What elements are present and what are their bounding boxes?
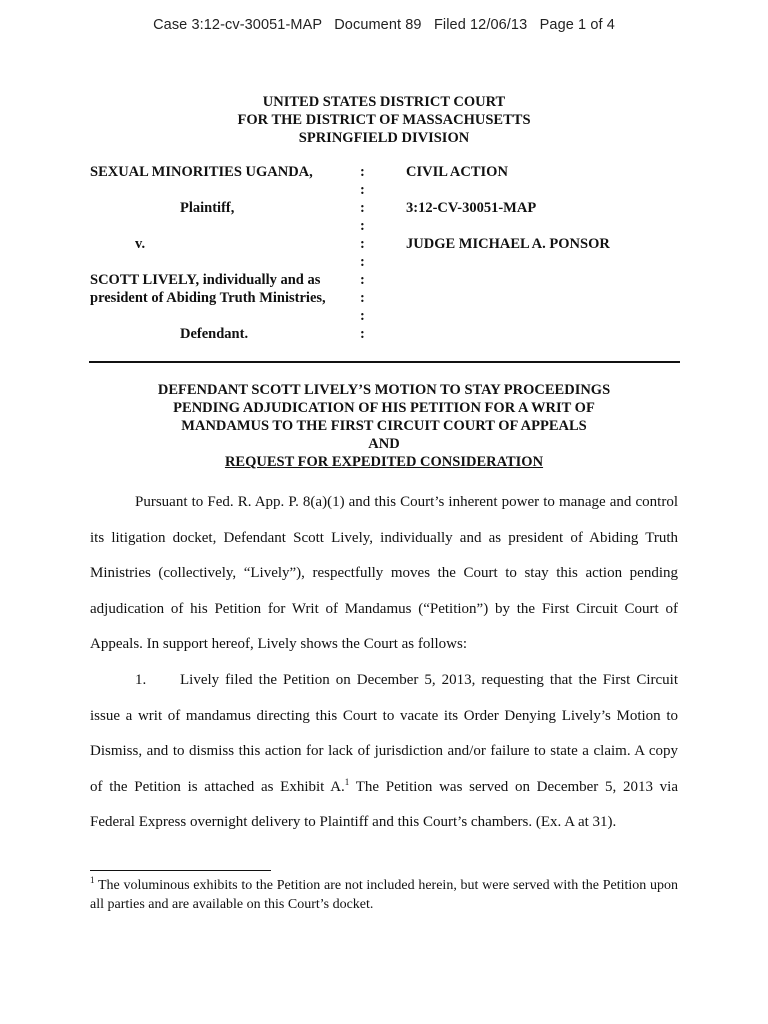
title-line: DEFENDANT SCOTT LIVELY’S MOTION TO STAY PROCEEDINGS: [157, 382, 611, 398]
court-heading: [0, 93, 768, 147]
title-line: PENDING ADJUDICATION OF HIS PETITION FOR A WRIT OF: [173, 400, 595, 416]
plaintiff-label: Plaintiff,: [180, 200, 235, 216]
footnote-reference: 1: [344, 776, 350, 787]
caption-colon: :: [360, 164, 365, 180]
caption-colon: :: [360, 236, 365, 252]
title-line: MANDAMUS TO THE FIRST CIRCUIT COURT OF APPEALS: [181, 418, 587, 434]
footnote-separator: [90, 870, 271, 871]
caption-colon: :: [360, 326, 365, 342]
plaintiff-name: SEXUAL MINORITIES UGANDA,: [90, 164, 313, 180]
motion-title: [0, 381, 768, 471]
court-name: UNITED STATES DISTRICT COURT: [262, 94, 506, 110]
case-number: 3:12-CV-30051-MAP: [406, 200, 537, 216]
footnote: [90, 876, 678, 914]
court-district: FOR THE DISTRICT OF MASSACHUSETTS: [237, 112, 531, 128]
civil-action-label: CIVIL ACTION: [406, 164, 508, 180]
intro-paragraph: Pursuant to Fed. R. App. P. 8(a)(1) and this Court’s inherent power to manage and control its litigation docket, Defendant Scott Lively, individually and as president of Abiding Truth Ministries (collectively, “Lively”), respectfully moves the Court to stay this action pending adjudication of his Petition for Writ of Mandamus (“Petition”) by the First Circuit Court of Appeals. In support hereof, Lively shows the Court as follows:: [90, 494, 678, 653]
caption-colon: :: [360, 254, 365, 270]
numbered-paragraph-1: [90, 663, 678, 841]
caption-divider: [89, 361, 680, 363]
defendant-name-line2: president of Abiding Truth Ministries,: [90, 290, 326, 306]
paragraph-text: Lively filed the Petition on December 5, 2013, requesting that the First Circuit issue a writ of mandamus directing this Court to vacate its Order Denying Lively’s Motion to Dismiss, and to dismiss this action for lack of jurisdiction and/or failure to state a claim. A copy of the Petition is attached as Exhibit A.: [90, 671, 678, 795]
footnote-marker: 1: [90, 875, 95, 885]
versus-label: v.: [135, 236, 146, 252]
case-caption: [90, 164, 690, 344]
caption-colon: :: [360, 182, 365, 198]
filing-header-stamp: Case 3:12-cv-30051-MAP Document 89 Filed 12/06/13 Page 1 of 4: [153, 17, 615, 33]
caption-colon: :: [360, 218, 365, 234]
caption-colon: :: [360, 308, 365, 324]
paragraph-text: The Petition was served on December 5, 2013 via Federal Express overnight delivery to Plaintiff and this Court’s chambers. (Ex. A at 31).: [90, 778, 678, 831]
title-line: AND: [368, 436, 400, 452]
caption-colon: :: [360, 272, 365, 288]
defendant-name-line1: SCOTT LIVELY, individually and as: [90, 272, 321, 288]
caption-colon: :: [360, 200, 365, 216]
title-line-underlined: REQUEST FOR EXPEDITED CONSIDERATION: [224, 454, 544, 470]
footnote-text: The voluminous exhibits to the Petition are not included herein, but were served with the Petition upon all parties and are available on this Court’s docket.: [90, 878, 678, 912]
caption-colon: :: [360, 290, 365, 306]
defendant-label: Defendant.: [180, 326, 249, 342]
court-division: SPRINGFIELD DIVISION: [298, 130, 470, 146]
motion-body: [90, 485, 678, 841]
paragraph-number: 1.: [135, 671, 147, 688]
judge-name: JUDGE MICHAEL A. PONSOR: [406, 236, 610, 252]
